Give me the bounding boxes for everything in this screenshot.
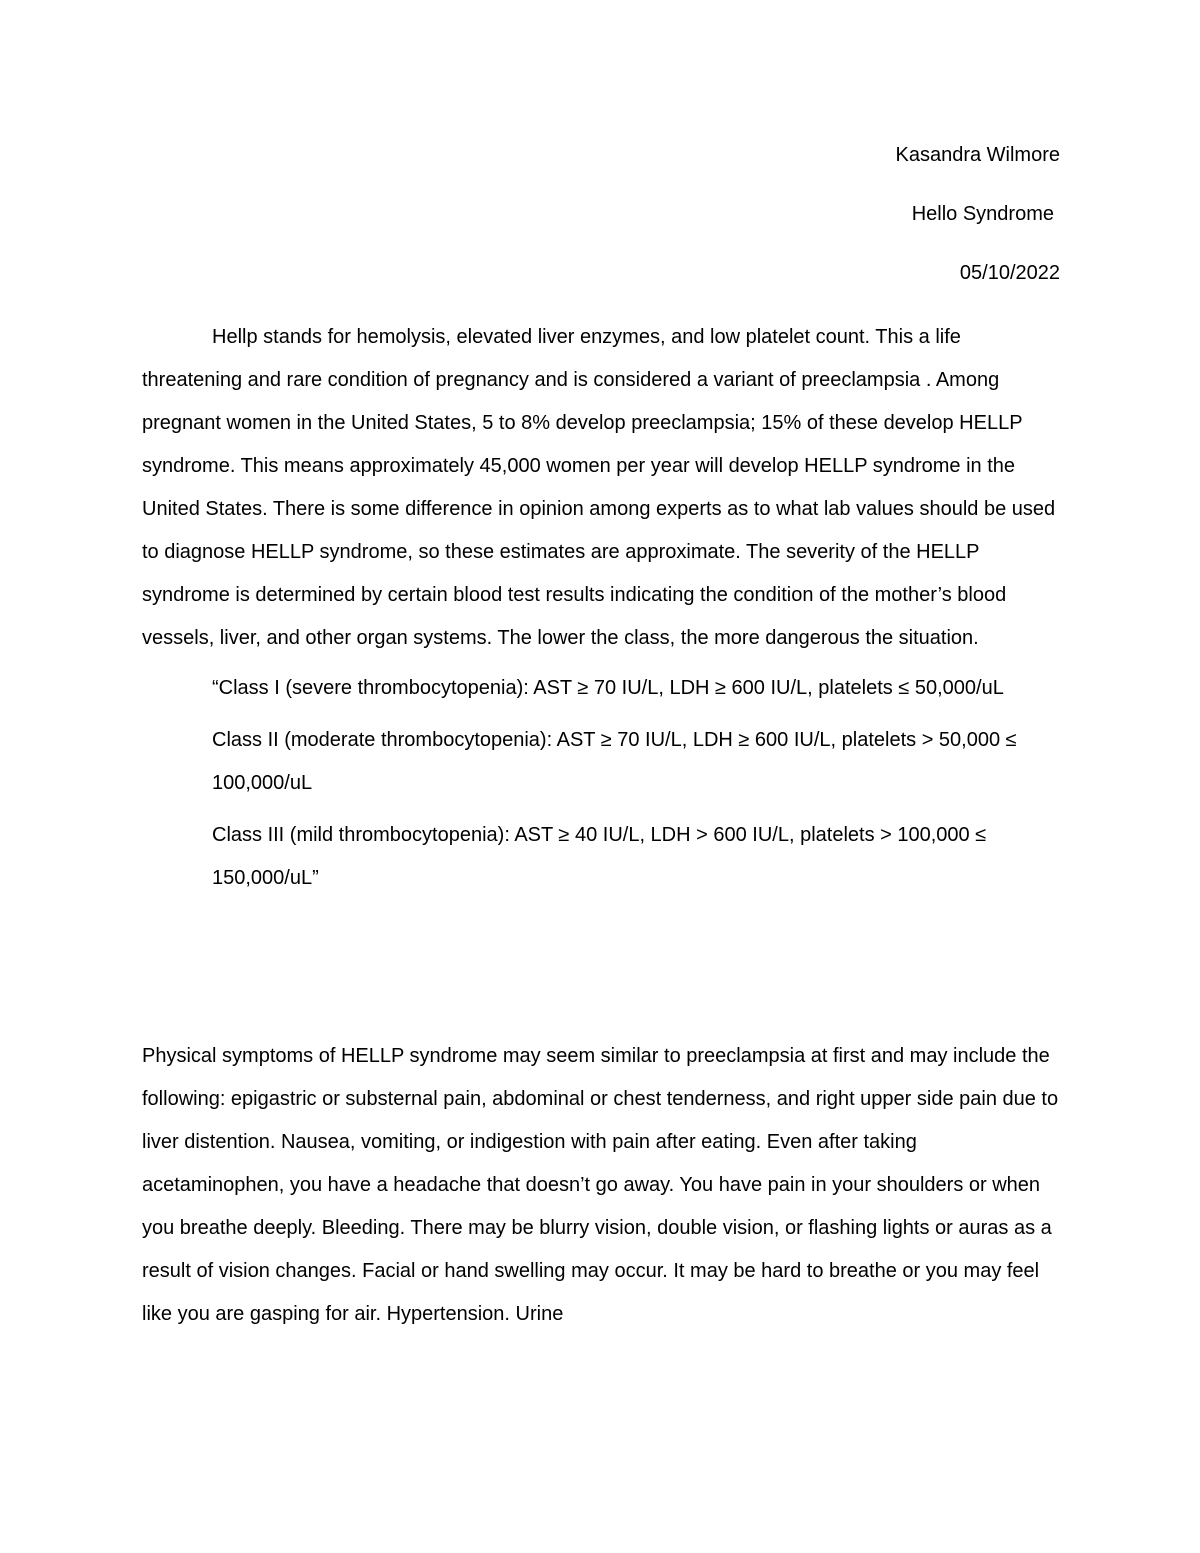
symptoms-paragraph: Physical symptoms of HELLP syndrome may seem similar to preeclampsia at first and may include the following: epigastric or substernal pain, abdominal or chest tenderness, and right upper side pain due to liver distention. Nausea, vomiting, or indigestion with pain after eating. Even after taking acetaminophen, you have a headache that doesn’t go away. You have pain in your shoulders or when you breathe deeply. Bleeding. There may be blurry vision, double vision, or flashing lights or auras as a result of vision changes. Facial or hand swelling may occur. It may be hard to breathe or you may feel like you are gasping for air. Hypertension. Urine bbox=[142, 1045, 1059, 1325]
document-header bbox=[895, 140, 1060, 317]
class-quote-block bbox=[142, 667, 1060, 900]
document-body bbox=[142, 316, 1060, 909]
class-i-item: “Class I (severe thrombocytopenia): AST ≥ 70 IU/L, LDH ≥ 600 IU/L, platelets ≤ 50,000/uL bbox=[212, 677, 1004, 699]
document-title: Hello Syndrome bbox=[911, 203, 1054, 225]
class-ii-item: Class II (moderate thrombocytopenia): AST ≥ 70 IU/L, LDH ≥ 600 IU/L, platelets > 50,000 ≤ 100,000/uL bbox=[212, 729, 1017, 794]
class-iii-item: Class III (mild thrombocytopenia): AST ≥ 40 IU/L, LDH > 600 IU/L, platelets > 100,000 ≤ 150,000/uL” bbox=[212, 824, 987, 889]
document-date: 05/10/2022 bbox=[959, 262, 1060, 284]
author-name: Kasandra Wilmore bbox=[895, 144, 1060, 166]
intro-paragraph: Hellp stands for hemolysis, elevated liver enzymes, and low platelet count. This a life threatening and rare condition of pregnancy and is considered a variant of preeclampsia . Among pregnant women in the United States, 5 to 8% develop preeclampsia; 15% of these develop HELLP syndrome. This means approximately 45,000 women per year will develop HELLP syndrome in the United States. There is some difference in opinion among experts as to what lab values should be used to diagnose HELLP syndrome, so these estimates are approximate. The severity of the HELLP syndrome is determined by certain blood test results indicating the condition of the mother’s blood vessels, liver, and other organ systems. The lower the class, the more dangerous the situation. bbox=[142, 326, 1056, 649]
